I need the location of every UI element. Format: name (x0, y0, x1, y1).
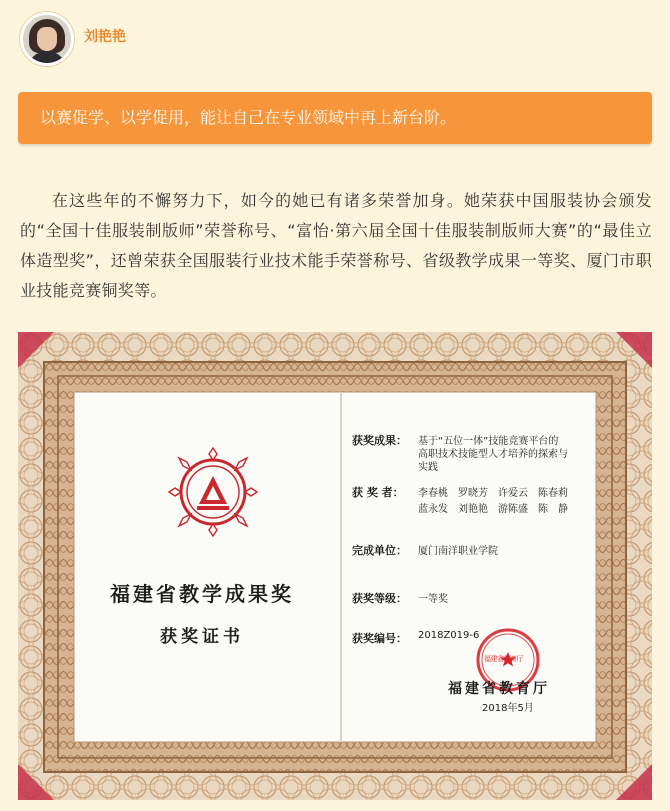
number-value: 2018Z019-6 (418, 630, 480, 641)
achievement-line-3: 实践 (418, 462, 438, 473)
quote-banner (18, 92, 652, 144)
winners-line-2: 蓝永发 刘艳艳 游陈盛 陈 静 (418, 504, 568, 515)
achievement-line-1: 基于“五位一体”技能竞赛平台的 (418, 436, 559, 447)
issuer: 福建省教育厅 (448, 681, 550, 697)
issue-date: 2018年5月 (482, 703, 534, 714)
avatar-face (37, 27, 57, 51)
avatar-body (27, 51, 67, 66)
certificate-photo[interactable] (18, 332, 652, 800)
winners-label: 获 奖 者： (352, 486, 404, 499)
quote-text: 以赛促学、以学促用，能让自己在专业领域中再上新台阶。 (40, 108, 457, 127)
unit-label: 完成单位： (352, 544, 407, 557)
certificate-frame (18, 332, 652, 800)
certificate-subtitle: 获奖证书 (160, 627, 244, 647)
unit-value: 厦门南洋职业学院 (418, 546, 498, 557)
achievement-label: 获奖成果： (352, 434, 407, 447)
level-value: 一等奖 (418, 594, 448, 605)
achievement-line-2: 高职技术技能型人才培养的探索与 (418, 449, 568, 460)
number-label: 获奖编号： (352, 632, 407, 645)
certificate-title: 福建省教学成果奖 (110, 582, 294, 606)
body-paragraph: 在这些年的不懈努力下，如今的她已有诸多荣誉加身。她荣获中国服装协会颁发的“全国十佳服装制版师”荣誉称号、“富怡·第六届全国十佳服装制版师大赛”的“最佳立体造型奖”，还曾荣获全国服装行业技术能手荣誉称号、省级教学成果一等奖、厦门市职业技能竞赛铜奖等。 (20, 191, 652, 300)
author-header (20, 12, 126, 76)
author-name: 刘艳艳 (84, 29, 126, 45)
level-label: 获奖等级： (352, 592, 407, 605)
winners-line-1: 李春桃 罗晓芳 许爱云 陈春莉 (418, 488, 568, 499)
author-avatar[interactable] (20, 12, 74, 66)
seal-text: 福建省教育厅 (484, 655, 523, 663)
